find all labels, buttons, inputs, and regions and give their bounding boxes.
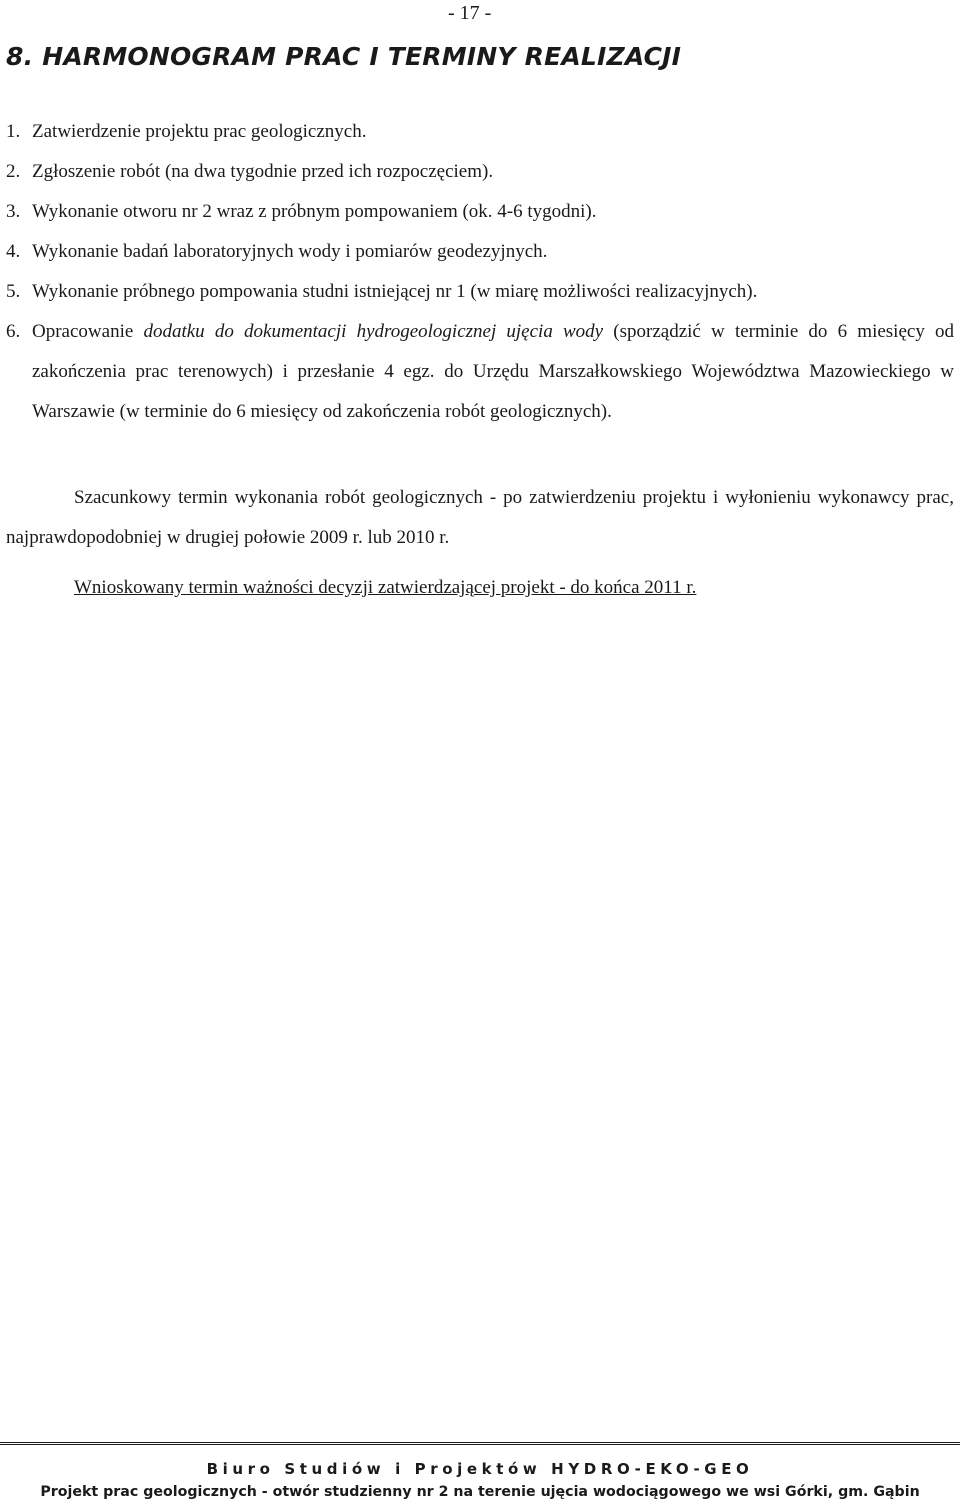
- footer-project: Projekt prac geologicznych - otwór studzienny nr 2 na terenie ujęcia wodociągowego we wsi Górki, gm. Gąbin: [40, 1484, 920, 1500]
- page-number: - 17 -: [448, 2, 492, 24]
- list-item: [6, 192, 954, 232]
- footer-office: Biuro Studiów i Projektów HYDRO-EKO-GEO: [206, 1460, 754, 1478]
- list-item: [6, 312, 954, 432]
- item-number: 5.: [6, 281, 21, 302]
- validity-request-text: Wnioskowany termin ważności decyzji zatwierdzającej projekt - do końca 2011 r.: [74, 577, 697, 598]
- item-text-tail: (sporządzić w terminie do 6 miesięcy od zakończenia prac terenowych) i przesłanie 4 egz. do Urzędu Marszałkowskiego Województwa Mazowieckiego w Warszawie (w terminie do 6 miesięcy od zakończenia robót geologicznych).: [32, 321, 954, 422]
- footer-divider: [0, 1442, 960, 1445]
- item-text: Wykonanie badań laboratoryjnych wody i pomiarów geodezyjnych.: [32, 241, 548, 262]
- schedule-list: [6, 112, 954, 432]
- item-number: 2.: [6, 161, 21, 182]
- item-text: Zgłoszenie robót (na dwa tygodnie przed ich rozpoczęciem).: [32, 161, 494, 182]
- item-text: Wykonanie próbnego pompowania studni istniejącej nr 1 (w miarę możliwości realizacyjnych).: [32, 281, 758, 302]
- item-number: 6.: [6, 321, 21, 342]
- validity-request: [6, 568, 954, 608]
- list-item: [6, 272, 954, 312]
- item-text: Wykonanie otworu nr 2 wraz z próbnym pompowaniem (ok. 4-6 tygodni).: [32, 201, 597, 222]
- item-text-lead: Opracowanie: [32, 321, 144, 342]
- list-item: [6, 112, 954, 152]
- item-text: [32, 312, 954, 432]
- item-number: 3.: [6, 201, 21, 222]
- schedule-summary: Szacunkowy termin wykonania robót geologicznych - po zatwierdzeniu projektu i wyłonieniu wykonawcy prac, najprawdopodobniej w drugiej połowie 2009 r. lub 2010 r.: [6, 487, 954, 548]
- item-number: 1.: [6, 121, 21, 142]
- item-text: Zatwierdzenie projektu prac geologicznych.: [32, 121, 367, 142]
- list-item: [6, 232, 954, 272]
- item-number: 4.: [6, 241, 21, 262]
- section-heading: 8. HARMONOGRAM PRAC I TERMINY REALIZACJI: [6, 42, 682, 71]
- list-item: [6, 152, 954, 192]
- item-text-italic: dodatku do dokumentacji hydrogeologicznej ujęcia wody: [143, 321, 604, 342]
